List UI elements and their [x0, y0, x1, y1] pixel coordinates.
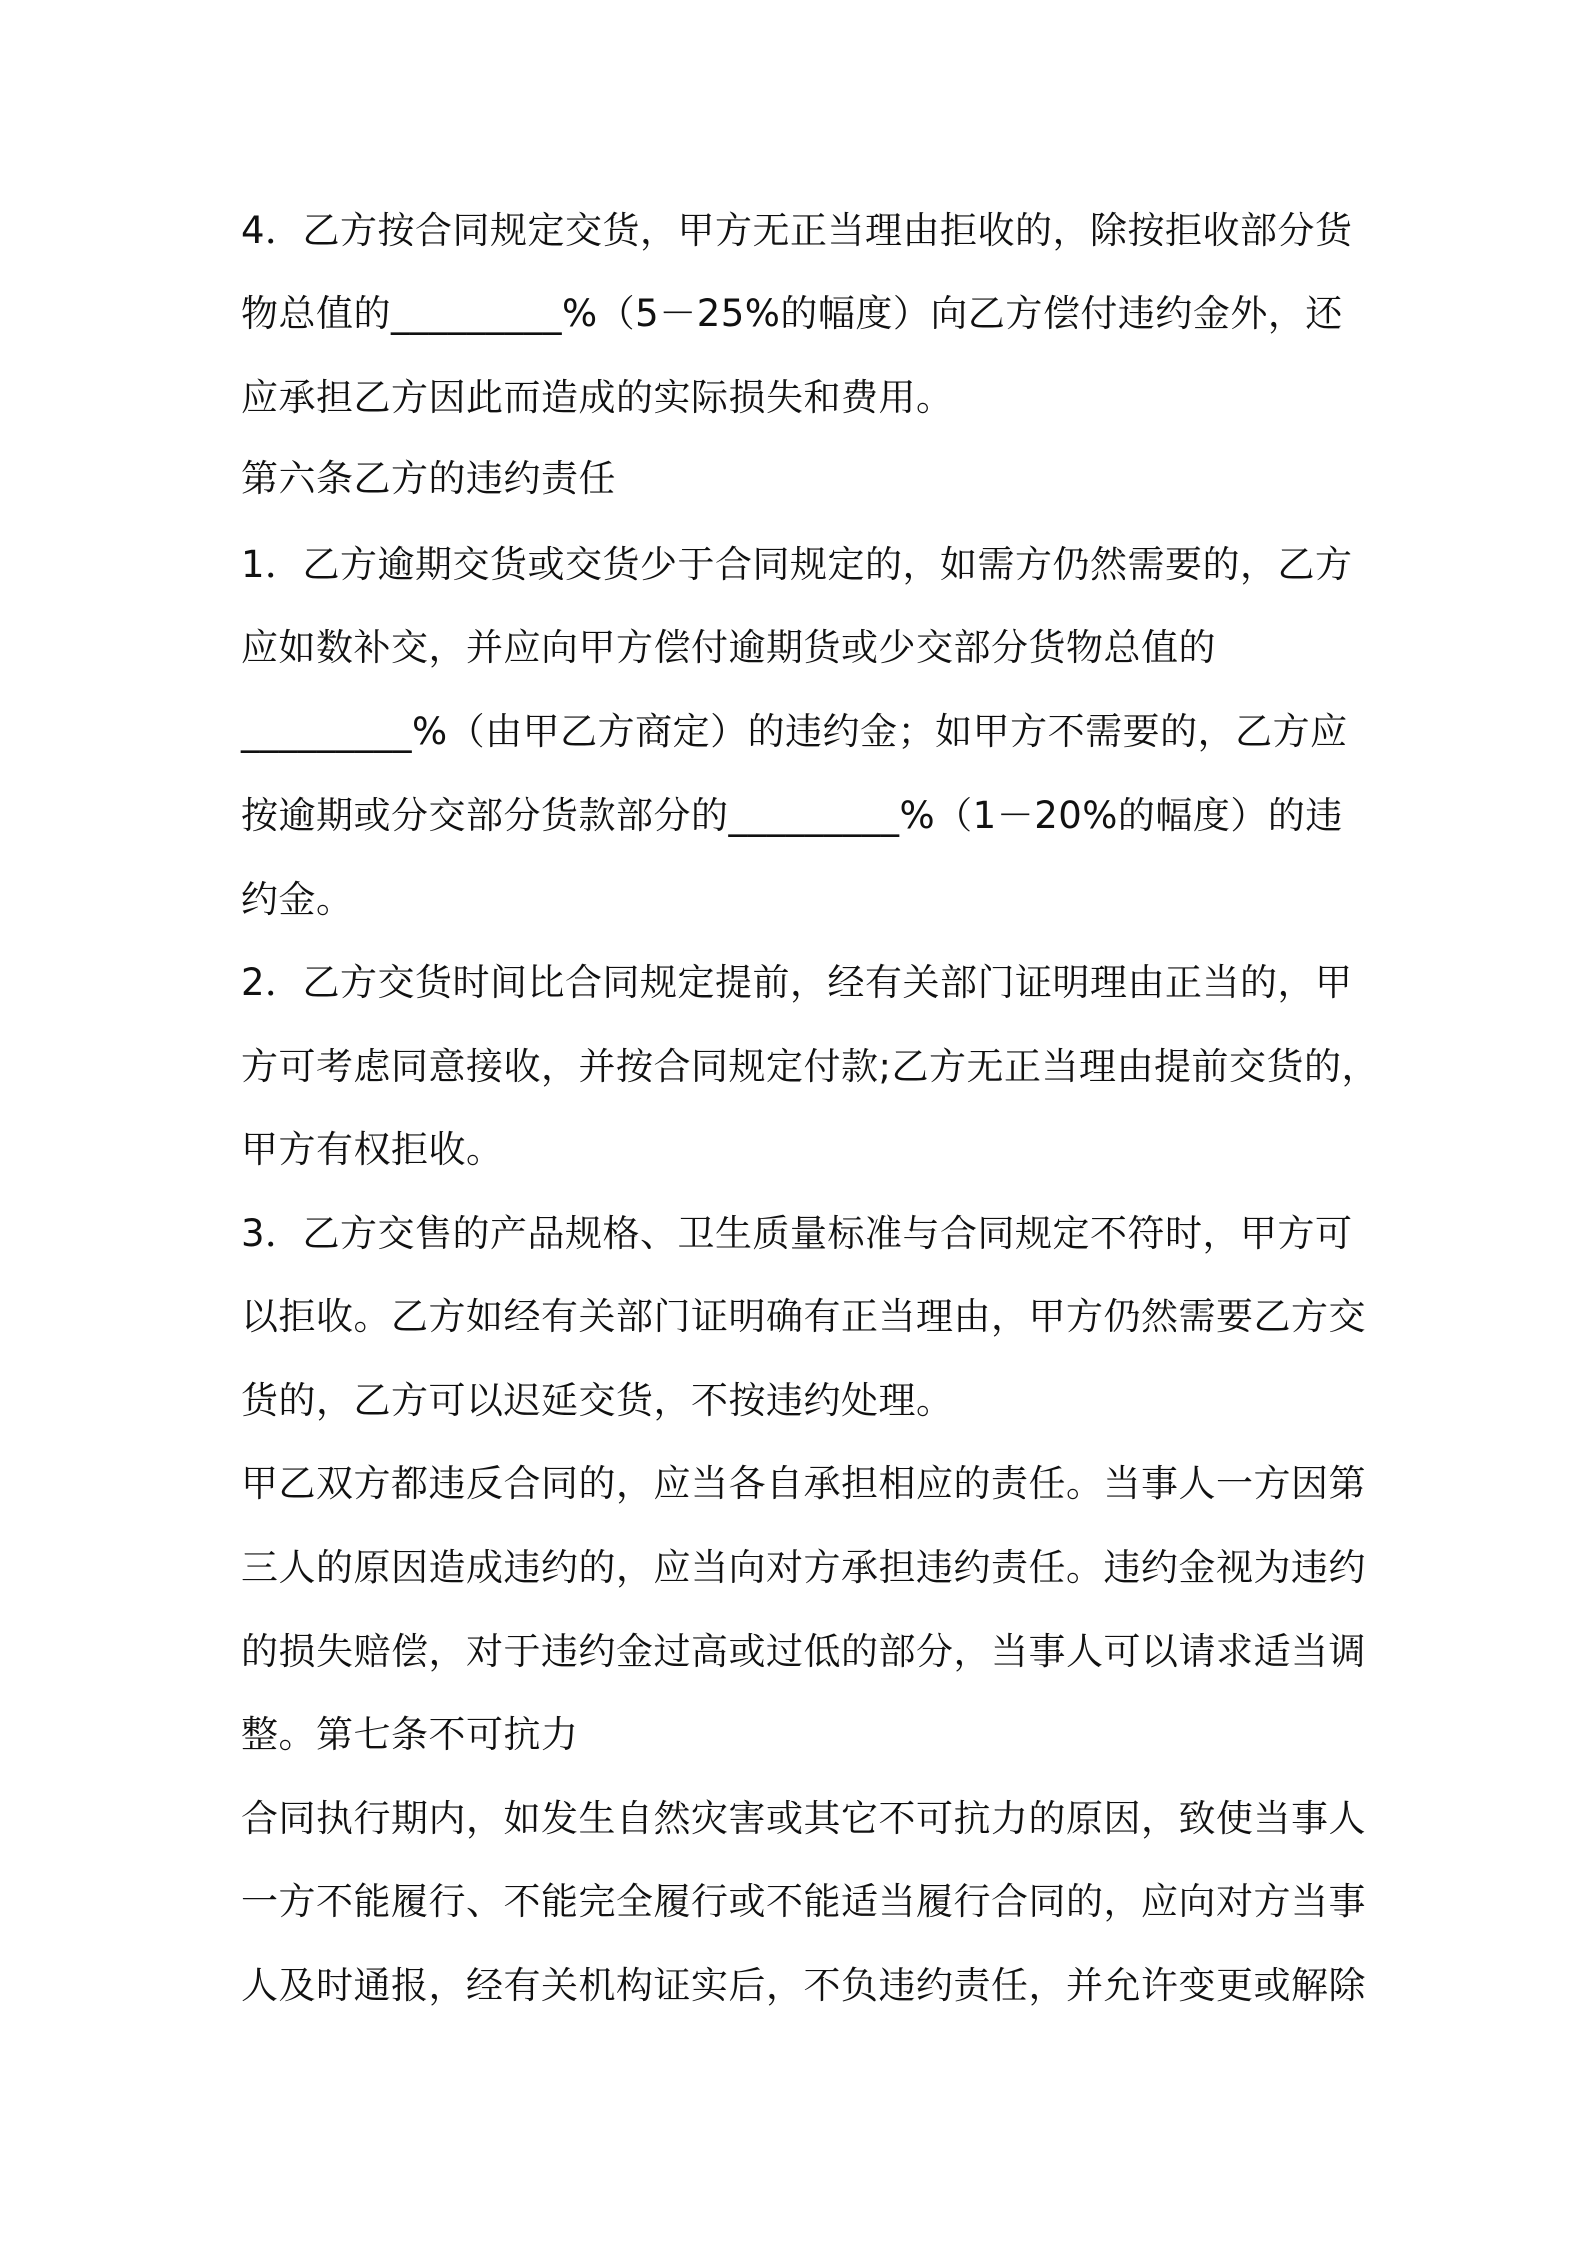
text-line: 按逾期或分交部分货款部分的_________%（1－20%的幅度）的违 [241, 794, 1343, 837]
text-line: 一方不能履行、不能完全履行或不能适当履行合同的，应向对方当事 [241, 1880, 1366, 1923]
text-line: 甲方有权拒收。 [241, 1128, 504, 1171]
text-line: 货的，乙方可以迟延交货，不按违约处理。 [241, 1379, 954, 1422]
text-line: 应如数补交，并应向甲方偿付逾期货或少交部分货物总值的 [241, 626, 1216, 669]
text-line: 的损失赔偿，对于违约金过高或过低的部分，当事人可以请求适当调 [241, 1630, 1366, 1673]
text-line: 合同执行期内，如发生自然灾害或其它不可抗力的原因，致使当事人 [241, 1797, 1366, 1840]
text-line: 以拒收。乙方如经有关部门证明确有正当理由，甲方仍然需要乙方交 [241, 1295, 1366, 1338]
text-line: 三人的原因造成违约的，应当向对方承担违约责任。违约金视为违约 [241, 1546, 1366, 1589]
text-line: _________%（由甲乙方商定）的违约金；如甲方不需要的，乙方应 [241, 710, 1348, 753]
text-line: 1．乙方逾期交货或交货少于合同规定的，如需方仍然需要的，乙方 [241, 543, 1353, 586]
text-line: 2．乙方交货时间比合同规定提前，经有关部门证明理由正当的，甲 [241, 961, 1353, 1004]
text-line: 方可考虑同意接收，并按合同规定付款;乙方无正当理由提前交货的， [241, 1045, 1379, 1088]
text-line: 甲乙双方都违反合同的，应当各自承担相应的责任。当事人一方因第 [241, 1462, 1366, 1505]
section-heading: 第六条乙方的违约责任 [241, 457, 616, 500]
text-line: 物总值的_________%（5－25%的幅度）向乙方偿付违约金外，还 [241, 292, 1343, 335]
text-line: 约金。 [241, 878, 354, 921]
text-line: 整。第七条不可抗力 [241, 1713, 579, 1756]
text-line: 应承担乙方因此而造成的实际损失和费用。 [241, 376, 954, 419]
text-line: 3．乙方交售的产品规格、卫生质量标准与合同规定不符时，甲方可 [241, 1212, 1353, 1255]
text-line: 人及时通报，经有关机构证实后，不负违约责任，并允许变更或解除 [241, 1964, 1366, 2007]
text-line: 4．乙方按合同规定交货，甲方无正当理由拒收的，除按拒收部分货 [241, 209, 1353, 252]
